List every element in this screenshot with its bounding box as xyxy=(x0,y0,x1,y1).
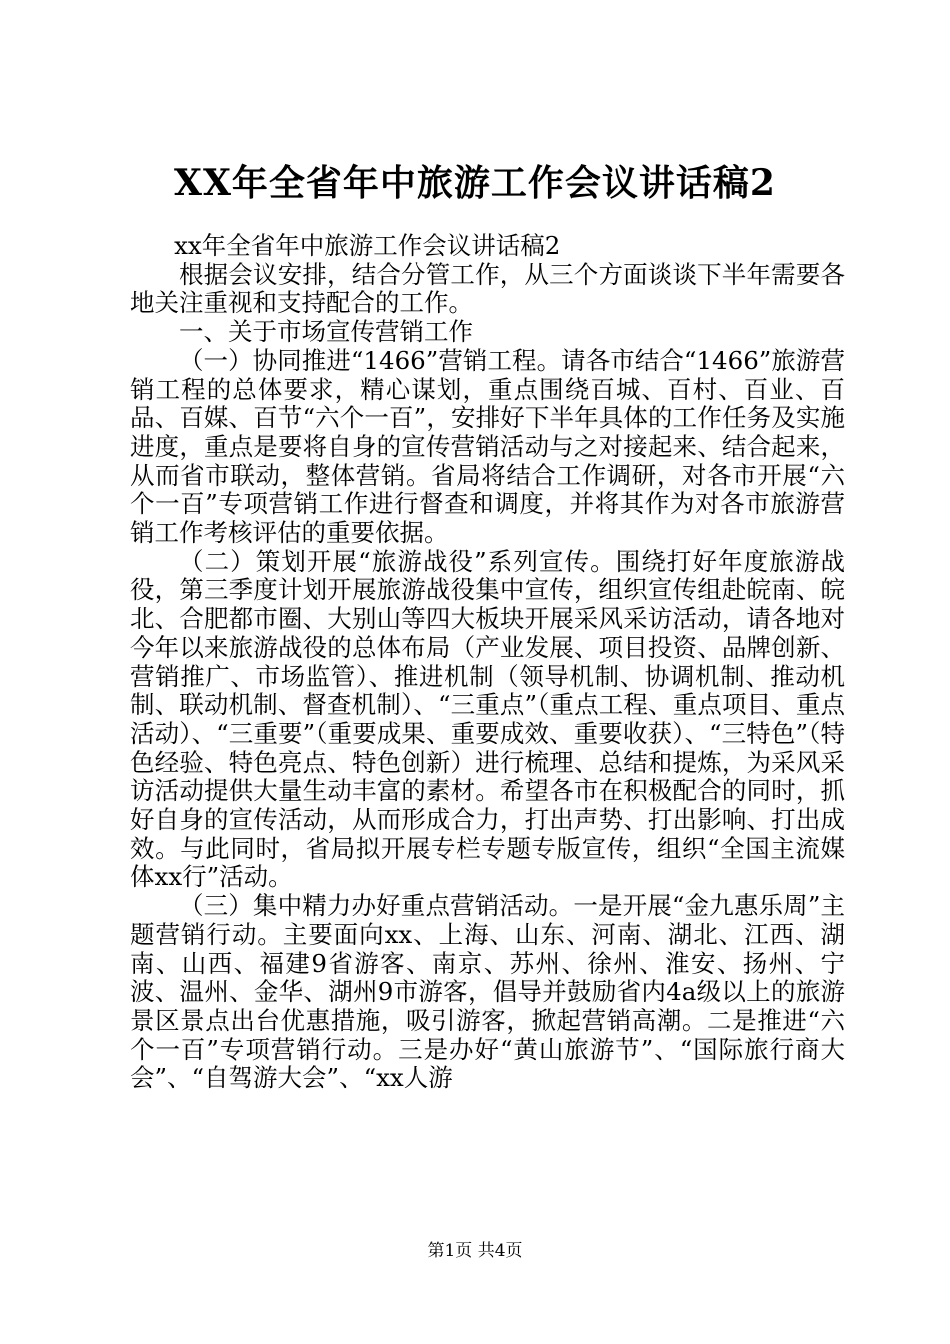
paragraph-item-2: （二）策划开展“旅游战役”系列宣传。围绕打好年度旅游战役，第三季度计划开展旅游战役集中宣传，组织宣传组赴皖南、皖北、合肥都市圈、大别山等四大板块开展采风采访活动，请各地对今年以来旅游战役的总体布局（产业发展、项目投资、品牌创新、营销推广、市场监管）、推进机制（领导机制、协调机制、推动机制、联动机制、督查机制）、“三重点”（重点工程、重点项目、重点活动）、“三重要”（重要成果、重要成效、重要收获）、“三特色”（特色经验、特色亮点、特色创新）进行梳理、总结和提炼，为采风采访活动提供大量生动丰富的素材。希望各市在积极配合的同时，抓好自身的宣传活动，从而形成合力，打出声势、打出影响、打出成效。与此同时，省局拟开展专栏专题专版宣传，组织“全国主流媒体xx行”活动。 xyxy=(130,546,845,892)
document-body xyxy=(130,232,845,1093)
paragraph-intro: 根据会议安排，结合分管工作，从三个方面谈谈下半年需要各地关注重视和支持配合的工作。 xyxy=(130,259,845,318)
paragraph-subtitle: xx年全省年中旅游工作会议讲话稿2 xyxy=(174,231,561,260)
paragraph-item-3: （三）集中精力办好重点营销活动。一是开展“金九惠乐周”主题营销行动。主要面向xx、上海、山东、河南、湖北、江西、湖南、山西、福建9省游客、南京、苏州、徐州、淮安、扬州、宁波、温州、金华、湖州9市游客，倡导并鼓励省内4a级以上的旅游景区景点出台优惠措施，吸引游客，掀起营销高潮。二是推进“六个一百”专项营销行动。三是办好“黄山旅游节”、“国际旅行商大会”、“自驾游大会”、“xx人游 xyxy=(130,891,845,1093)
document-title: XX年全省年中旅游工作会议讲话稿2 xyxy=(174,162,776,204)
paragraph-item-1: （一）协同推进“1466”营销工程。请各市结合“1466”旅游营销工程的总体要求，精心谋划，重点围绕百城、百村、百业、百品、百媒、百节“六个一百”，安排好下半年具体的工作任务及实施进度，重点是要将自身的宣传营销活动与之对接起来、结合起来，从而省市联动，整体营销。省局将结合工作调研，对各市开展“六个一百”专项营销工作进行督查和调度，并将其作为对各市旅游营销工作考核评估的重要依据。 xyxy=(130,345,845,548)
page-number: 第1页 共4页 xyxy=(427,1241,523,1261)
section-heading-1: 一、关于市场宣传营销工作 xyxy=(179,317,473,347)
